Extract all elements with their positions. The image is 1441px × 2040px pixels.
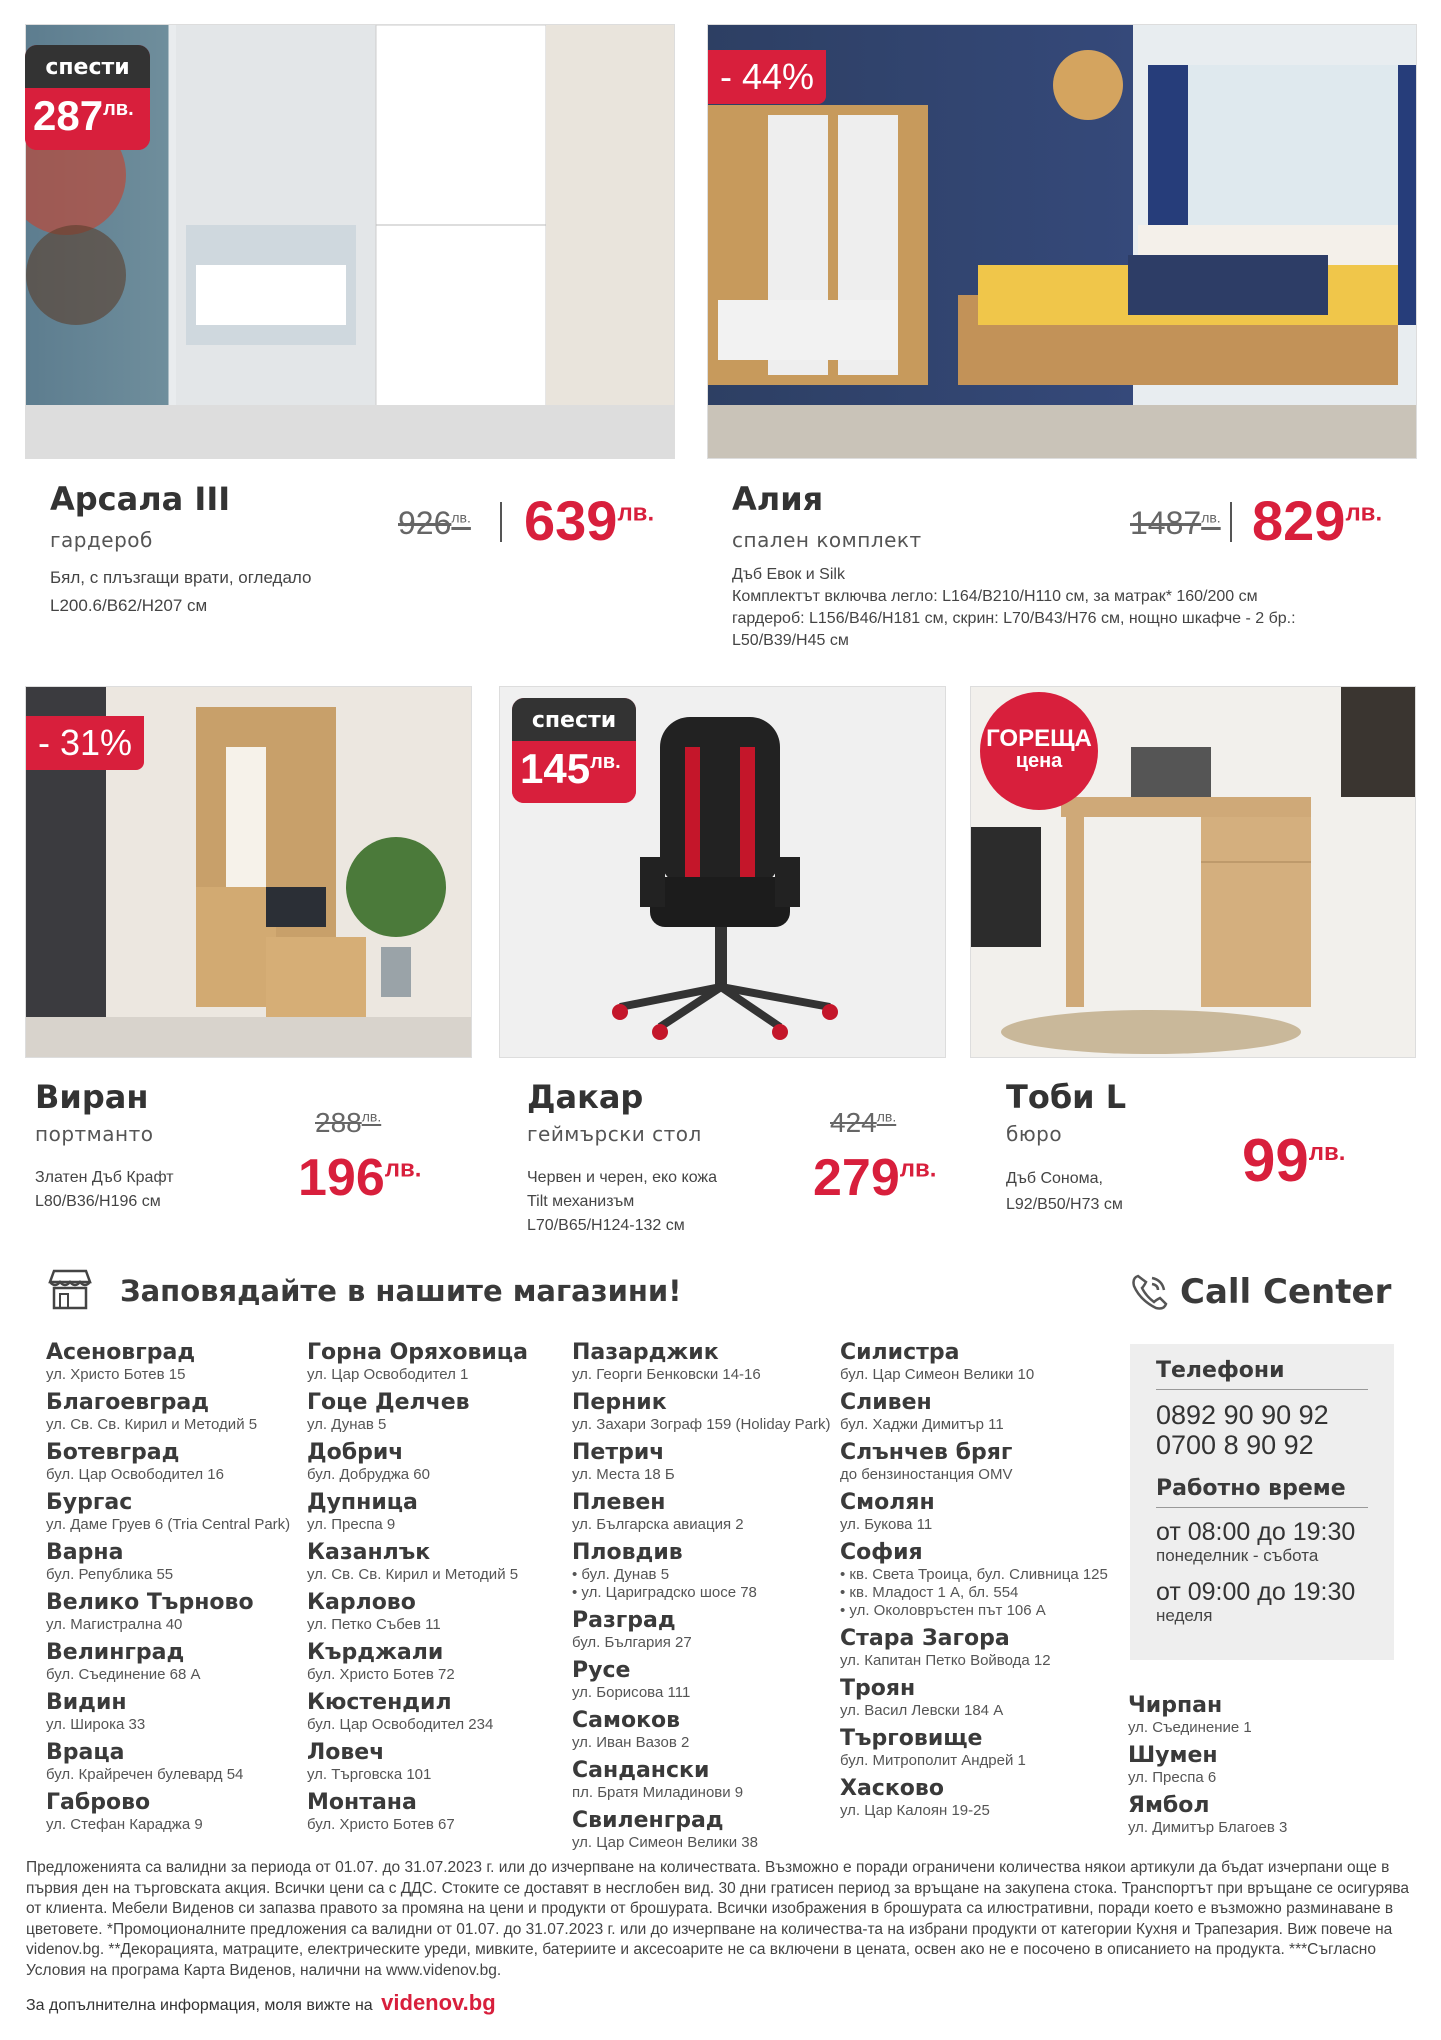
store-city: Ботевград [46,1440,180,1465]
product-description [527,1166,717,1238]
store-entry [840,1676,1130,1720]
website-link[interactable]: videnov.bg [381,1990,496,2015]
store-entry [572,1708,832,1752]
store-address: ул. Букова 11 [840,1516,933,1533]
hours-weekdays: от 08:00 до 19:30 [1156,1518,1356,1546]
store-entry [307,1640,567,1684]
store-entry [46,1340,306,1384]
store-entry [840,1726,1130,1770]
store-address: бул. Крайречен булевард 54 [46,1766,244,1783]
store-address: бул. България 27 [572,1634,692,1651]
save-badge-value: $287^{лв.}$ [25,88,150,150]
product-description [35,1166,174,1214]
save-badge [512,698,636,803]
product-description [50,564,312,620]
store-address: бул. Цар Освободител 234 [307,1716,494,1733]
new-price: $196^{лв.}$ [298,1149,422,1207]
store-address: ул. Иван Вазов 2 [572,1734,690,1751]
description-line: гардероб: L156/B46/H181 см, скрин: L70/B43/H76 см, нощно шкафче - 2 бр.: [732,610,1296,627]
store-city: Русе [572,1658,631,1683]
days-sunday: неделя [1156,1606,1213,1625]
store-entry [307,1540,567,1584]
store-entry [307,1440,567,1484]
product-type: гардероб [50,528,153,552]
store-address: бул. Република 55 [46,1566,174,1583]
store-city: Перник [572,1390,667,1415]
store-city: Пазарджик [572,1340,719,1365]
store-address: бул. Цар Симеон Велики 10 [840,1366,1035,1383]
store-address: бул. Съединение 68 А [46,1666,201,1683]
store-city: Сливен [840,1390,932,1415]
store-city: Габрово [46,1790,151,1815]
description-line: L70/B65/H124-132 см [527,1217,685,1234]
save-badge-value: $145^{лв.}$ [512,741,636,803]
product-name: Алия [732,480,824,518]
store-entry [46,1690,306,1734]
store-address: ул. Капитан Петко Войвода 12 [840,1652,1051,1669]
store-entry [840,1626,1130,1670]
store-entry [307,1340,567,1384]
store-entry [46,1740,306,1784]
stores-column-1 [46,1340,306,1840]
store-entry [572,1390,832,1434]
discount-badge: - 31% [26,716,144,770]
product-type: геймърски стол [527,1122,702,1146]
store-entry [307,1690,567,1734]
store-address: ул. Преспа 6 [1128,1769,1217,1786]
store-city: Плевен [572,1490,666,1515]
store-city: Чирпан [1128,1693,1223,1718]
store-address: ул. Захари Зограф 159 (Holiday Park) [572,1416,831,1433]
store-city: Търговище [840,1726,983,1751]
store-address: • бул. Дунав 5 [572,1566,670,1583]
store-city: Гоце Делчев [307,1390,470,1415]
product-name: Тоби L [1006,1078,1127,1116]
store-address: ул. Съединение 1 [1128,1719,1252,1736]
store-entry [46,1640,306,1684]
store-entry [840,1776,1130,1820]
store-entry [572,1540,832,1602]
store-entry [46,1490,306,1534]
store-address: ул. Георги Бенковски 14-16 [572,1366,761,1383]
store-city: Горна Оряховица [307,1340,528,1365]
store-city: Кърджали [307,1640,444,1665]
store-address: бул. Добруджа 60 [307,1466,430,1483]
description-line: Дъб Евок и Silk [732,566,845,583]
store-address: бул. Христо Ботев 72 [307,1666,455,1683]
store-city: Самоков [572,1708,681,1733]
store-entry [572,1608,832,1652]
store-entry [1128,1743,1388,1787]
store-entry [46,1590,306,1634]
phone-number[interactable]: 0892 90 90 92 [1156,1400,1329,1430]
product-type: спален комплект [732,528,922,552]
store-entry [840,1540,1130,1620]
product-name: Виран [35,1078,149,1116]
new-price: $279^{лв.}$ [813,1149,937,1207]
store-address: до бензиностанция OMV [840,1466,1013,1483]
store-address: • ул. Цариградско шосе 78 [572,1584,757,1601]
description-line: Златен Дъб Крафт [35,1169,174,1186]
store-city: Петрич [572,1440,665,1465]
store-entry [572,1808,832,1852]
store-city: Велико Търново [46,1590,254,1615]
store-city: Смолян [840,1490,935,1515]
store-address: бул. Христо Ботев 67 [307,1816,455,1833]
store-address: • кв. Младост 1 А, бл. 554 [840,1584,1019,1601]
store-entry [307,1790,567,1834]
store-address: ул. Широка 33 [46,1716,146,1733]
store-entry [307,1590,567,1634]
store-entry [1128,1693,1388,1737]
store-address: ул. Цар Калоян 19-25 [840,1802,990,1819]
store-address: бул. Хаджи Димитър 11 [840,1416,1004,1433]
store-city: Видин [46,1690,127,1715]
store-address: ул. Българска авиация 2 [572,1516,744,1533]
store-city: Троян [840,1676,916,1701]
new-price: $829^{лв.}$ [1252,489,1383,552]
days-weekdays: понеделник - събота [1156,1546,1319,1565]
disclaimer-text: Предложенията са валидни за периода от 01.07. до 31.07.2023 г. или до изчерпване на количествата. Възможно е поради ограничени количества някои артикули да бъдат изчерпани още в първия ден на търговската акция. Всички цени са с ДДС. Стоките се доставят в несглобен вид. 30 дни гратисен период за връщане на закупена стока. Транспортът при връщане се осигурява от клиента. Мебели Виденов си запазва правото за промяна на цени и продукти от брошурата. Всички изображения в брошурата са илюстративни, поради което е възможно разминаване в цветовете. *Промоционалните предложения са валидни от 01.07. до 31.07.2023 г. или до изчерпване на количества-та на избрани продукти от категории Кухня и Трапезария. Виж повече на videnov.bg. **Декорацията, матраците, електрическите уреди, мивките, батериите и аксесоарите не са включени в цената, освен ако не е посочено в описанието на продукта. ***Съгласно Условия на програма Карта Виденов, налични на www.videnov.bg. [26,1859,1410,1979]
store-address: ул. Търговска 101 [307,1766,432,1783]
store-city: Бургас [46,1490,133,1515]
store-city: Ямбол [1128,1793,1210,1818]
store-address: ул. Христо Ботев 15 [46,1366,186,1383]
old-price: $1487^{лв.}$ [1130,505,1221,541]
phone-icon [1128,1270,1172,1314]
description-line: Tilt механизъм [527,1193,635,1210]
store-entry [572,1340,832,1384]
store-entry [572,1440,832,1484]
store-entry [840,1390,1130,1434]
store-entry [46,1540,306,1584]
store-city: Сандански [572,1758,710,1783]
store-address: ул. Петко Събев 11 [307,1616,441,1633]
store-address: • ул. Околовръстен път 106 А [840,1602,1046,1619]
stores-column-4 [840,1340,1130,1826]
product-type: портманто [35,1122,154,1146]
store-address: • кв. Света Троица, бул. Сливница 125 [840,1566,1108,1583]
store-address: ул. Преспа 9 [307,1516,396,1533]
store-entry [840,1490,1130,1534]
store-address: бул. Цар Освободител 16 [46,1466,224,1483]
store-city: Кюстендил [307,1690,452,1715]
store-address: ул. Св. Св. Кирил и Методий 5 [46,1416,258,1433]
store-city: София [840,1540,923,1565]
store-entry [307,1390,567,1434]
store-address: ул. Цар Освободител 1 [307,1366,469,1383]
hot-badge-line2: цена [1015,750,1063,773]
store-city: Карлово [307,1590,416,1615]
store-entry [46,1390,306,1434]
store-city: Асеновград [46,1340,196,1365]
store-city: Шумен [1128,1743,1218,1768]
store-icon [46,1268,94,1310]
price-separator [500,502,502,542]
store-entry [840,1440,1130,1484]
discount-badge: - 44% [708,50,826,104]
store-entry [572,1490,832,1534]
store-entry [307,1740,567,1784]
product-name: Арсала III [50,480,231,518]
hours-title: Работно време [1156,1476,1368,1508]
store-city: Казанлък [307,1540,431,1565]
contact-box [1130,1344,1394,1660]
stores-column-2 [307,1340,567,1840]
description-line: L50/B39/H45 см [732,632,849,649]
store-city: Варна [46,1540,124,1565]
store-city: Ловеч [307,1740,385,1765]
store-city: Враца [46,1740,125,1765]
old-price: $424^{лв.}$ [830,1107,897,1138]
store-address: ул. Борисова 111 [572,1684,691,1701]
description-line: Червен и черен, еко кожа [527,1169,718,1186]
store-entry [840,1340,1130,1384]
store-entry [572,1758,832,1802]
store-address: ул. Дунав 5 [307,1416,387,1433]
footer-text: За допълнителна информация, моля вижте на [26,1997,373,2014]
store-city: Дупница [307,1490,418,1515]
phones-title: Телефони [1156,1358,1368,1390]
store-city: Силистра [840,1340,960,1365]
save-badge-label: спести [512,698,636,741]
store-address: ул. Места 18 Б [572,1466,675,1483]
store-city: Добрич [307,1440,404,1465]
store-city: Свиленград [572,1808,724,1833]
new-price: $99^{лв.}$ [1242,1127,1346,1194]
store-address: ул. Димитър Благоев 3 [1128,1819,1288,1836]
store-entry [572,1658,832,1702]
description-line: Дъб Сонома, [1006,1170,1103,1187]
store-address: ул. Св. Св. Кирил и Методий 5 [307,1566,519,1583]
description-line: Бял, с плъзгащи врати, огледало [50,568,312,587]
stores-column-3 [572,1340,832,1858]
store-city: Слънчев бряг [840,1440,1013,1465]
product-description [732,564,1296,652]
store-address: бул. Митрополит Андрей 1 [840,1752,1026,1769]
store-address: ул. Стефан Караджа 9 [46,1816,203,1833]
store-city: Хасково [840,1776,944,1801]
save-badge [25,45,150,150]
store-city: Монтана [307,1790,417,1815]
store-address: ул. Магистрална 40 [46,1616,183,1633]
store-entry [46,1440,306,1484]
product-description [1006,1166,1123,1218]
store-entry [46,1790,306,1834]
product-type: бюро [1006,1122,1063,1146]
hours-sunday: от 09:00 до 19:30 [1156,1578,1356,1606]
phone-number[interactable]: 0700 8 90 92 [1156,1430,1314,1460]
footer [26,1990,496,2016]
description-line: L92/B50/H73 см [1006,1196,1123,1213]
save-badge-label: спести [25,45,150,88]
store-entry [307,1490,567,1534]
new-price: $639^{лв.}$ [524,489,655,552]
store-city: Пловдив [572,1540,683,1565]
store-entry [1128,1793,1388,1837]
description-line: L80/B36/H196 см [35,1193,161,1210]
store-address: ул. Даме Груев 6 (Tria Central Park) [46,1516,291,1533]
stores-column-5 [1128,1693,1388,1843]
price-separator [1230,502,1232,542]
stores-title: Заповядайте в нашите магазини! [120,1274,682,1308]
old-price: $926^{лв.}$ [398,505,471,541]
store-address: пл. Братя Миладинови 9 [572,1784,744,1801]
store-address: ул. Цар Симеон Велики 38 [572,1834,758,1851]
callcenter-title: Call Center [1180,1272,1392,1312]
description-line: Комплектът включва легло: L164/B210/H110 см, за матрак* 160/200 см [732,588,1258,605]
hot-badge-line1: ГОРЕЩА [986,725,1092,752]
store-city: Велинград [46,1640,185,1665]
store-address: ул. Васил Левски 184 А [840,1702,1004,1719]
store-city: Разград [572,1608,676,1633]
store-city: Стара Загора [840,1626,1010,1651]
hot-price-badge [980,692,1098,810]
store-city: Благоевград [46,1390,210,1415]
description-line: L200.6/B62/H207 см [50,596,208,615]
old-price: $288^{лв.}$ [315,1107,382,1138]
product-name: Дакар [527,1078,644,1116]
